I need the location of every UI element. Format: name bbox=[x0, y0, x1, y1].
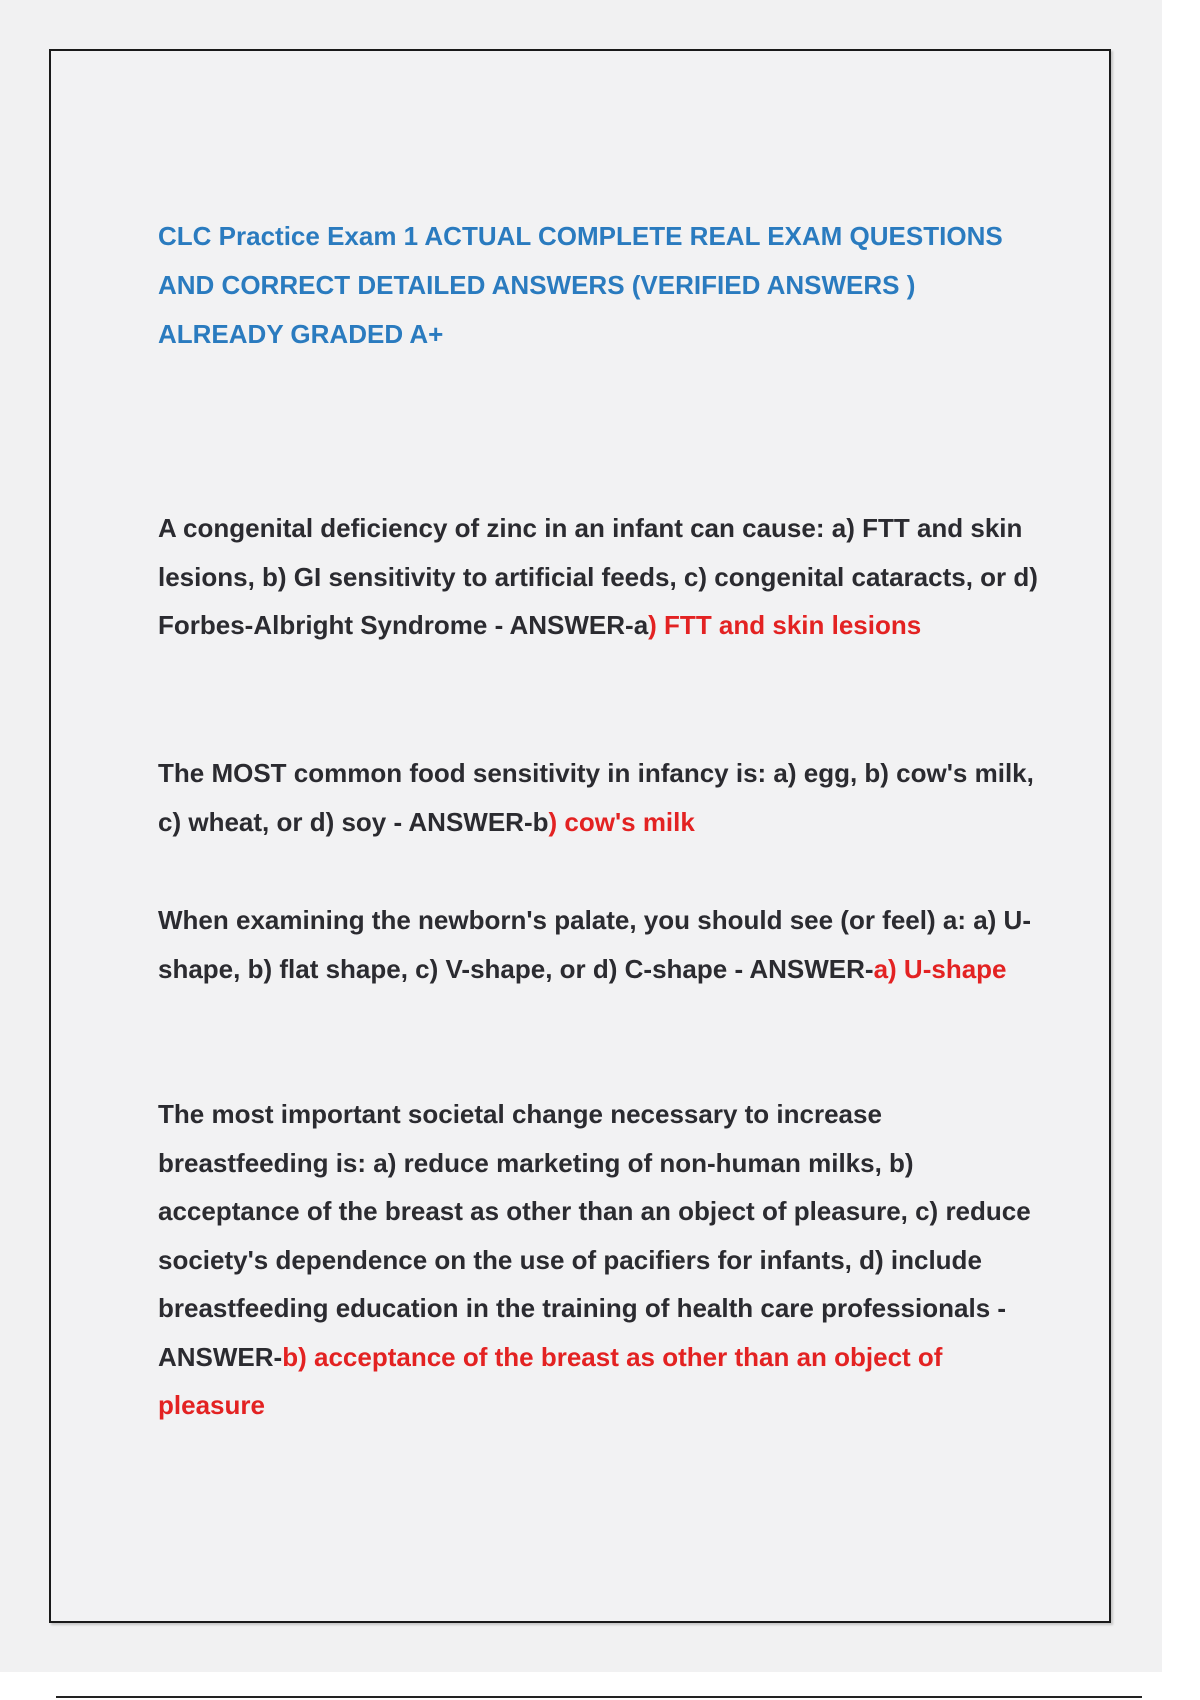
question-text: A congenital deficiency of zinc in an infant can cause: a) FTT and skin lesions, b) GI sensitivity to artificial feeds, c) congenital cataracts, or d) Forbes-Albright Syndrome - ANSWER-a bbox=[158, 513, 1038, 640]
question-item bbox=[158, 896, 1038, 993]
question-text: The MOST common food sensitivity in infancy is: a) egg, b) cow's milk, c) wheat, or d) soy - ANSWER-b bbox=[158, 758, 1034, 837]
answer-text: a) U-shape bbox=[873, 953, 1007, 984]
answer-text: ) cow's milk bbox=[548, 806, 695, 837]
document-title: CLC Practice Exam 1 ACTUAL COMPLETE REAL EXAM QUESTIONS AND CORRECT DETAILED ANSWERS (VERIFIED ANSWERS ) ALREADY GRADED A+ bbox=[158, 221, 1003, 349]
question-text: The most important societal change necessary to increase breastfeeding is: a) reduce marketing of non-human milks, b) acceptance of the breast as other than an object of pleasure, c) reduce society's dependence on the use of pacifiers for infants, d) include breastfeeding education in the training of health care professionals - ANSWER- bbox=[158, 1099, 1031, 1372]
answer-text: ) FTT and skin lesions bbox=[648, 610, 922, 640]
question-item bbox=[158, 504, 1038, 650]
question-item bbox=[158, 1090, 1038, 1430]
question-item bbox=[158, 749, 1038, 846]
question-text: When examining the newborn's palate, you should see (or feel) a: a) U-shape, b) flat shape, c) V-shape, or d) C-shape - ANSWER- bbox=[158, 905, 1031, 984]
footer-divider bbox=[56, 1696, 1142, 1698]
answer-text: b) acceptance of the breast as other than an object of pleasure bbox=[158, 1341, 943, 1420]
